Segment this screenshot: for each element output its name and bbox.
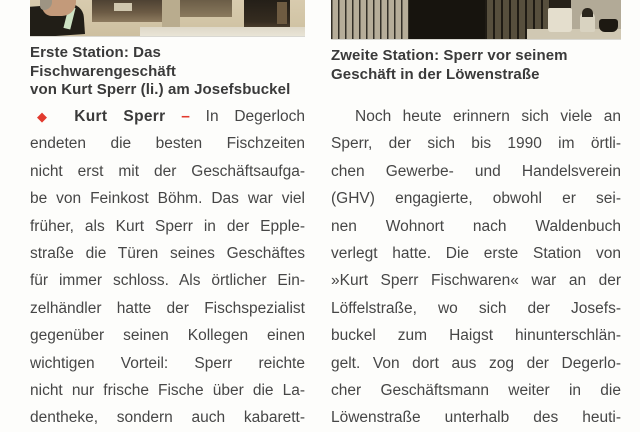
text-line: cher Geschäftsmann weiter in die [331, 382, 621, 400]
left-photo-window-sign [114, 3, 132, 11]
article-body-left [30, 103, 305, 432]
caption-line: von Kurt Sperr (li.) am Josefsbuckel [30, 81, 291, 98]
text-line: be von Feinkost Böhm. Das war viel [30, 190, 305, 208]
diamond-bullet-icon: ◆ [37, 109, 59, 124]
caption-line: Geschäft in der Löwenstraße [331, 65, 540, 83]
article-column-right [331, 0, 621, 427]
right-photo [331, 0, 621, 39]
text-line: gegenüber seinen Kollegen einen [30, 327, 305, 345]
text-line: zelhändler hatte der Fischspezialist [30, 299, 305, 317]
text-line: chen Gewerbe- und Handelsverein [331, 162, 621, 180]
text-line: dentheke, sondern auch kabarett- [30, 409, 305, 427]
article-lead-name: Kurt Sperr [74, 108, 166, 125]
text-line: endeten die besten Fischzeiten [30, 135, 305, 153]
caption-line: Zweite Station: Sperr vor seinem [331, 47, 568, 64]
left-photo-goods [277, 2, 287, 24]
left-photo-shop-window-2 [180, 0, 232, 17]
text-fragment: In Degerloch [205, 108, 306, 125]
text-line: Löffelstraße, wo sich der Josefs- [331, 299, 621, 317]
article-body-right [331, 103, 621, 432]
text-line: Noch heute erinnern sich viele an [355, 108, 621, 125]
red-dash: – [181, 108, 190, 125]
text-line: straße die Türen seines Geschäftes [30, 245, 305, 263]
text-line: buckel zum Haigst hinunterschlän- [331, 327, 621, 345]
text-line [30, 103, 305, 130]
text-line: Löwenstraße unterhalb des heuti- [331, 409, 621, 427]
left-photo-sidewalk [140, 27, 305, 36]
right-photo-dark-doorway [409, 0, 485, 39]
text-line: wichtigen Vorteil: Sperr reichte [30, 354, 305, 372]
text-line: (GHV) engagierte, obwohl er sei- [331, 190, 621, 208]
text-line: nen Wohnort nach Waldenbuch [331, 217, 621, 235]
caption-line: Erste Station: Das Fischwarengeschäft [30, 44, 177, 80]
text-line: gelt. Von dort aus zog der Degerlo- [331, 354, 621, 372]
left-photo [30, 0, 305, 36]
right-photo-person-apron [548, 8, 572, 32]
right-photo-basket [599, 19, 618, 32]
text-line: »Kurt Sperr Fischwaren« war an der [331, 272, 621, 290]
article-column-left [30, 0, 306, 427]
text-line: verlegt hatte. Die erste Station von [331, 245, 621, 263]
left-photo-pillar [162, 0, 180, 30]
text-line: Sperr, der sich bis 1990 im örtli- [331, 135, 621, 153]
text-line: für immer schloss. Als örtlicher Ein- [30, 272, 305, 290]
text-line: nicht erst mit der Geschäftsaufga- [30, 162, 305, 180]
text-line: nicht nur frische Fische über die La- [30, 382, 305, 400]
left-photo-caption [30, 44, 305, 100]
right-photo-caption [331, 47, 621, 84]
text-line: früher, als Kurt Sperr in der Epple- [30, 217, 305, 235]
right-photo-shutter [331, 0, 409, 39]
right-photo-dog-head [582, 8, 593, 17]
